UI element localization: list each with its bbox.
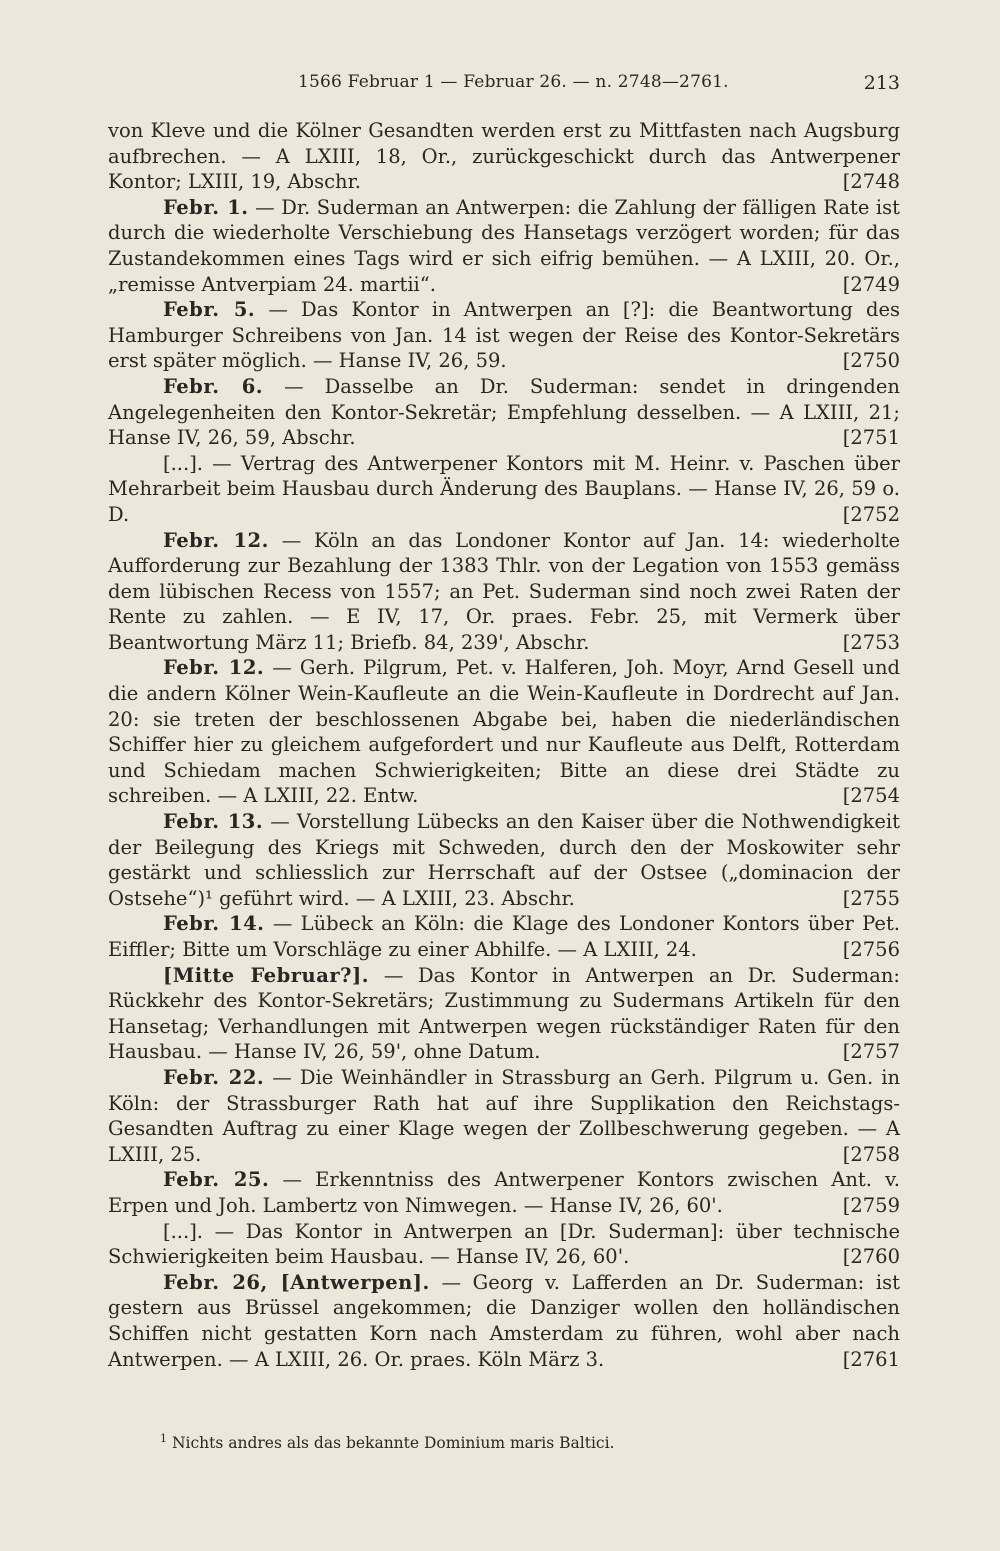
entry-text: — Die Weinhändler in Strassburg an Gerh. Pilgrum u. Gen. in Köln: der Strassburger Rath hat auf ihre Supplikation den Reichstags-Gesandten Auftrag zu einer Klage wegen der Zollbeschwerung gegeben. — A LXIII, 25. xyxy=(108,1065,901,1166)
entry-date: Febr. 26, [Antwerpen]. xyxy=(163,1270,430,1294)
regest-paragraph xyxy=(108,963,900,1065)
regest-paragraph xyxy=(108,297,900,374)
entry-text: von Kleve und die Kölner Gesandten werden erst zu Mittfasten nach Augsburg aufbrechen. — A LXIII, 18, Or., zurückgeschickt durch das Antwerpener Kontor; LXIII, 19, Abschr. xyxy=(108,119,900,194)
regest-entry xyxy=(108,451,900,528)
footnote xyxy=(160,1433,860,1453)
entry-text: — Georg v. Lafferden an Dr. Suderman: ist gestern aus Brüssel angekommen; die Danziger wollen den holländischen Schiffen nicht gestatten Korn nach Amsterdam zu führen, wohl aber nach Antwerpen. — A LXIII, 26. Or. praes. Köln März 3. xyxy=(108,1270,900,1371)
entry-text: — Gerh. Pilgrum, Pet. v. Halferen, Joh. Moyr, Arnd Gesell und die andern Kölner Wein-Kaufleute an die Wein-Kaufleute in Dordrecht auf Jan. 20: sie treten der beschlossenen Abgabe bei, haben die niederländischen Schiffer hier zu gleichem aufgefordert und nur Kaufleute aus Delft, Rotterdam und Schiedam machen Schwierigkeiten; Bitte an diese drei Städte zu schreiben. — A LXIII, 22. Entw. xyxy=(108,656,901,808)
regest-paragraph xyxy=(108,195,900,297)
entry-date: Febr. 25. xyxy=(163,1168,270,1192)
entry-text: — Das Kontor in Antwerpen an [?]: die Beantwortung des Hamburger Schreibens von Jan. 14 ist wegen der Reise des Kontor-Sekretärs erst später möglich. — Hanse IV, 26, 59. xyxy=(108,298,900,373)
entry-lead: [...]. xyxy=(163,1219,204,1243)
footnote-marker: 1 xyxy=(160,1431,167,1445)
regest-entry xyxy=(108,118,900,195)
regest-paragraph xyxy=(108,528,900,656)
entry-number: [2751 xyxy=(842,426,900,450)
entry-number: [2758 xyxy=(842,1142,900,1166)
entry-date: Febr. 22. xyxy=(163,1065,265,1089)
regest-entry xyxy=(108,963,900,1065)
regest-paragraph xyxy=(108,1270,900,1372)
entry-number: [2749 xyxy=(842,272,900,296)
running-header xyxy=(108,72,900,102)
entry-text: — Dr. Suderman an Antwerpen: die Zahlung der fälligen Rate ist durch die wiederholte Verschiebung des Hansetags verzögert worden; für das Zustandekommen eines Tags wird er sich eifrig bemühen. — A LXIII, 20. Or., „remisse Antverpiam 24. martii“. xyxy=(108,195,900,296)
regest-entry xyxy=(108,809,900,911)
entry-number: [2760 xyxy=(842,1245,900,1269)
entry-date: Febr. 13. xyxy=(163,810,264,834)
regest-entry xyxy=(108,1219,900,1270)
entry-number: [2753 xyxy=(842,630,900,654)
entry-date: Febr. 12. xyxy=(163,528,269,552)
regest-paragraph xyxy=(108,809,900,911)
entry-number: [2761 xyxy=(842,1347,900,1371)
page-number: 213 xyxy=(863,72,900,94)
entry-number: [2756 xyxy=(842,938,900,961)
entry-number: [2755 xyxy=(842,886,900,910)
entry-text: — Das Kontor in Antwerpen an [Dr. Suderman]: über technische Schwierigkeiten beim Hausbau. — Hanse IV, 26, 60'. xyxy=(108,1219,900,1269)
footnote-text: Nichts andres als das bekannte Dominium maris Baltici. xyxy=(171,1434,615,1452)
entry-text: — Köln an das Londoner Kontor auf Jan. 14: wiederholte Aufforderung zur Bezahlung der 1383 Thlr. von der Legation von 1553 gemäss dem lübischen Recess von 1557; an Pet. Suderman sind noch zwei Raten der Rente zu zahlen. — E IV, 17, Or. praes. Febr. 25, mit Vermerk über Beantwortung März 11; Briefb. 84, 239', Abschr. xyxy=(108,528,901,654)
entry-number: [2757 xyxy=(842,1040,900,1064)
entry-date: [Mitte Februar?]. xyxy=(163,963,370,987)
entry-number: [2754 xyxy=(842,784,900,808)
entry-text: — Lübeck an Köln: die Klage des Londoner Kontors über Pet. Eiffler; Bitte um Vorschläge zu einer Abhilfe. — A LXIII, 24. xyxy=(108,912,901,961)
entry-date: Febr. 5. xyxy=(163,298,256,322)
regest-paragraph xyxy=(108,655,900,809)
entry-text: — Vertrag des Antwerpener Kontors mit M. Heinr. v. Paschen über Mehrarbeit beim Hausbau durch Änderung des Bauplans. — Hanse IV, 26, 59 o. D. xyxy=(108,451,900,526)
regest-entry xyxy=(108,297,900,374)
regest-entry xyxy=(108,195,900,297)
entry-lead: [...]. xyxy=(163,451,204,475)
regest-list xyxy=(108,118,900,1372)
regest-entry xyxy=(108,528,900,656)
entry-date: Febr. 1. xyxy=(163,195,249,219)
entry-number: [2748 xyxy=(842,170,900,194)
entry-date: Febr. 6. xyxy=(163,374,264,398)
entry-text: — Erkenntniss des Antwerpener Kontors zwischen Ant. v. Erpen und Joh. Lambertz von Nimwegen. — Hanse IV, 26, 60'. xyxy=(108,1168,901,1217)
regest-paragraph xyxy=(108,911,900,962)
regest-entry xyxy=(108,1065,900,1167)
regest-paragraph xyxy=(108,1219,900,1270)
regest-paragraph xyxy=(108,1065,900,1167)
regest-entry xyxy=(108,1270,900,1372)
entry-text: — Vorstellung Lübecks an den Kaiser über die Nothwendigkeit der Beilegung des Kriegs mit Schweden, durch den der Moskowiter sehr gestärkt und schliesslich zur Herrschaft auf der Ostsee („dominacion der Ostsehe“)¹ geführt wird. — A LXIII, 23. Abschr. xyxy=(108,810,900,910)
regest-paragraph xyxy=(108,118,900,195)
entry-date: Febr. 14. xyxy=(163,912,265,936)
regest-entry xyxy=(108,911,900,962)
entry-text: — Das Kontor in Antwerpen an Dr. Suderman: Rückkehr des Kontor-Sekretärs; Zustimmung zu Sudermans Artikeln für den Hansetag; Verhandlungen mit Antwerpen wegen rückständiger Raten für den Hausbau. — Hanse IV, 26, 59', ohne Datum. xyxy=(108,963,900,1064)
regest-entry xyxy=(108,374,900,451)
regest-paragraph xyxy=(108,1167,900,1218)
regest-entry xyxy=(108,655,900,809)
entry-text: — Dasselbe an Dr. Suderman: sendet in dringenden Angelegenheiten den Kontor-Sekretär; Empfehlung desselben. — A LXIII, 21; Hanse IV, 26, 59, Abschr. xyxy=(108,374,900,450)
regest-paragraph xyxy=(108,374,900,451)
header-title: 1566 Februar 1 — Februar 26. — n. 2748—2761. xyxy=(298,72,729,92)
entry-number: [2752 xyxy=(842,502,900,526)
entry-number: [2750 xyxy=(842,349,900,373)
regest-entry xyxy=(108,1167,900,1218)
entry-date: Febr. 12. xyxy=(163,656,265,680)
regest-paragraph xyxy=(108,451,900,528)
entry-number: [2759 xyxy=(842,1193,900,1217)
